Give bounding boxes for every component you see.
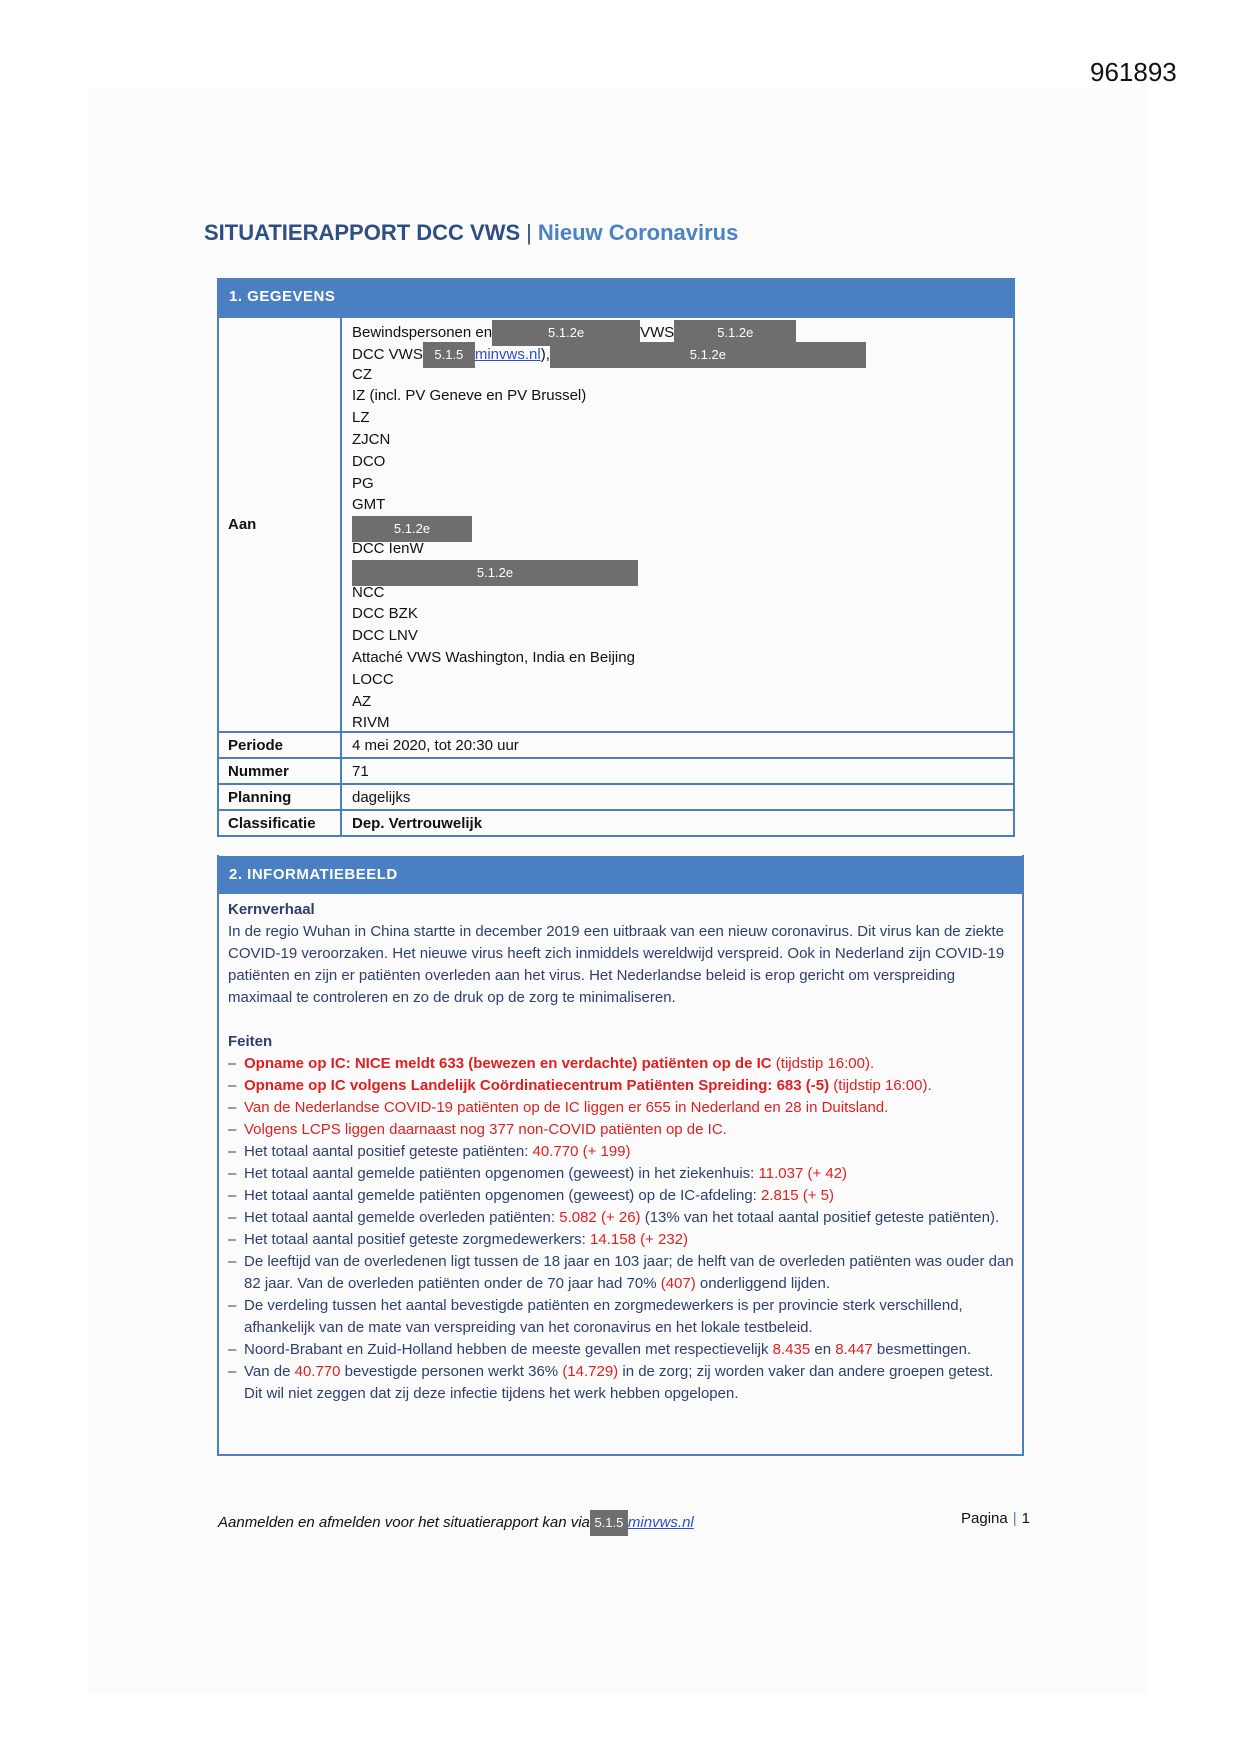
- fact-item: – Van de Nederlandse COVID-19 patiënten op de IC liggen er 655 in Nederland en 28 in Duitsland.: [228, 1097, 1014, 1119]
- redaction-block: 5.1.2e: [352, 560, 638, 586]
- recipient-item: LZ: [352, 409, 370, 427]
- facts-list: [228, 1053, 1014, 1405]
- recipient-list: [342, 318, 1013, 731]
- bullet-dash: –: [228, 1055, 237, 1072]
- recipient-item: Bewindspersonen en 5.1.2e VWS 5.1.2e: [352, 320, 1013, 342]
- recipient-item: DCC IenW: [352, 539, 424, 557]
- title-main: SITUATIERAPPORT DCC VWS: [204, 220, 521, 245]
- recipient-item: LOCC: [352, 670, 394, 688]
- redaction-block: 5.1.5: [590, 1510, 628, 1536]
- informatiebeeld-box: [217, 855, 1024, 1456]
- kernverhaal-text: In de regio Wuhan in China startte in december 2019 een uitbraak van een nieuw coronavirus. Dit virus kan de ziekte COVID-19 veroorzaken. Het nieuwe virus heeft zich inmiddels wereldwijd verspreid. Ook in Nederland zijn COVID-19 patiënten en zijn er patiënten overleden aan het virus. Het Nederlandse beleid is erop gericht om verspreiding maximaal te controleren en zo de druk op de zorg te minimaliseren.: [228, 923, 1005, 1006]
- row-value-periode: 4 mei 2020, tot 20:30 uur: [352, 736, 519, 754]
- table-row-classificatie: [219, 809, 1013, 835]
- gegevens-table: [217, 316, 1015, 837]
- recipient-item: ZJCN: [352, 430, 391, 448]
- table-row-periode: [219, 731, 1013, 757]
- feiten-heading: Feiten: [228, 1033, 273, 1050]
- title-subtitle: Nieuw Coronavirus: [537, 220, 739, 245]
- bullet-dash: –: [228, 1121, 237, 1138]
- page-number: Pagina | 1: [961, 1510, 1030, 1527]
- redaction-block: 5.1.5: [423, 342, 475, 368]
- recipient-item: [352, 516, 1013, 538]
- redaction-block: 5.1.2e: [352, 516, 472, 542]
- redaction-block: 5.1.2e: [674, 320, 796, 346]
- bullet-dash: –: [228, 1143, 237, 1160]
- fact-item: – Het totaal aantal gemelde overleden patiënten: 5.082 (+ 26) (13% van het totaal aantal positief geteste patiënten).: [228, 1207, 1014, 1229]
- section-gegevens-heading: 1. GEGEVENS: [217, 278, 1015, 316]
- row-label-periode: Periode: [219, 733, 342, 757]
- fact-item: – Het totaal aantal gemelde patiënten opgenomen (geweest) op de IC-afdeling: 2.815 (+ 5): [228, 1185, 1014, 1207]
- bullet-dash: –: [228, 1099, 237, 1116]
- fact-item: – Van de 40.770 bevestigde personen werkt 36% (14.729) in de zorg; zij worden vaker dan andere groepen getest. Dit wil niet zeggen dat zij deze infectie tijdens het werk hebben opgelopen.: [228, 1361, 1014, 1405]
- informatiebeeld-content: [228, 899, 1014, 1405]
- bullet-dash: –: [228, 1363, 237, 1380]
- row-value-nummer: 71: [352, 762, 369, 780]
- bullet-dash: –: [228, 1165, 237, 1182]
- recipient-item: PG: [352, 474, 374, 492]
- bullet-dash: –: [228, 1077, 237, 1094]
- fact-item: – De verdeling tussen het aantal bevestigde patiënten en zorgmedewerkers is per provincie sterk verschillend, afhankelijk van de mate van verspreiding van het coronavirus en het lokale testbeleid.: [228, 1295, 1014, 1339]
- table-row-planning: [219, 783, 1013, 809]
- footer-email-link[interactable]: minvws.nl: [627, 1513, 694, 1531]
- recipient-item: AZ: [352, 692, 372, 710]
- recipient-item: DCC VWS 5.1.5 minvws.nl), 5.1.2e: [352, 342, 1013, 364]
- fact-item: – Volgens LCPS liggen daarnaast nog 377 non-COVID patiënten op de IC.: [228, 1119, 1014, 1141]
- recipient-item: CZ: [352, 365, 372, 383]
- row-label-nummer: Nummer: [219, 759, 342, 783]
- recipient-item: IZ (incl. PV Geneve en PV Brussel): [352, 387, 587, 405]
- section-informatiebeeld-heading: 2. INFORMATIEBEELD: [217, 856, 1024, 894]
- title-separator: |: [526, 220, 532, 245]
- redaction-block: 5.1.2e: [550, 342, 866, 368]
- fact-item: – Opname op IC volgens Landelijk Coördinatiecentrum Patiënten Spreiding: 683 (-5) (tijdstip 16:00).: [228, 1075, 1014, 1097]
- bullet-dash: –: [228, 1253, 237, 1270]
- row-value-classificatie: Dep. Vertrouwelijk: [352, 814, 483, 832]
- recipient-item: Attaché VWS Washington, India en Beijing: [352, 648, 635, 666]
- bullet-dash: –: [228, 1297, 237, 1314]
- row-value-planning: dagelijks: [352, 788, 411, 806]
- fact-item: – De leeftijd van de overledenen ligt tussen de 18 jaar en 103 jaar; de helft van de overleden patiënten was ouder dan 82 jaar. Van de overleden patiënten onder de 70 jaar had 70% (407) onderliggend lijden.: [228, 1251, 1014, 1295]
- bullet-dash: –: [228, 1341, 237, 1358]
- bullet-dash: –: [228, 1187, 237, 1204]
- document-id: 961893: [1090, 57, 1177, 87]
- fact-item: – Noord-Brabant en Zuid-Holland hebben de meeste gevallen met respectievelijk 8.435 en 8.447 besmettingen.: [228, 1339, 1014, 1361]
- row-label-aan: Aan: [219, 318, 342, 731]
- report-title: [204, 220, 738, 246]
- fact-item: – Het totaal aantal positief geteste patiënten: 40.770 (+ 199): [228, 1141, 1014, 1163]
- recipient-item: [352, 560, 1013, 582]
- footer-subscribe-text: Aanmelden en afmelden voor het situatierapport kan via 5.1.5 minvws.nl: [218, 1514, 694, 1531]
- kernverhaal-heading: Kernverhaal: [228, 901, 315, 918]
- table-row-nummer: [219, 757, 1013, 783]
- row-label-planning: Planning: [219, 785, 342, 809]
- page-footer: [218, 1510, 1030, 1536]
- recipient-item: DCC BZK: [352, 605, 418, 623]
- email-link[interactable]: minvws.nl: [474, 345, 541, 363]
- redaction-block: 5.1.2e: [492, 320, 640, 346]
- table-row-aan: [219, 318, 1013, 731]
- fact-item: – Het totaal aantal gemelde patiënten opgenomen (geweest) in het ziekenhuis: 11.037 (+ 42): [228, 1163, 1014, 1185]
- recipient-item: RIVM: [352, 714, 390, 732]
- row-label-classificatie: Classificatie: [219, 811, 342, 835]
- fact-item: – Opname op IC: NICE meldt 633 (bewezen en verdachte) patiënten op de IC (tijdstip 16:00).: [228, 1053, 1014, 1075]
- recipient-item: NCC: [352, 583, 385, 601]
- recipient-item: GMT: [352, 496, 386, 514]
- recipient-item: DCC LNV: [352, 627, 418, 645]
- recipient-item: DCO: [352, 452, 386, 470]
- fact-item: – Het totaal aantal positief geteste zorgmedewerkers: 14.158 (+ 232): [228, 1229, 1014, 1251]
- bullet-dash: –: [228, 1231, 237, 1248]
- bullet-dash: –: [228, 1209, 237, 1226]
